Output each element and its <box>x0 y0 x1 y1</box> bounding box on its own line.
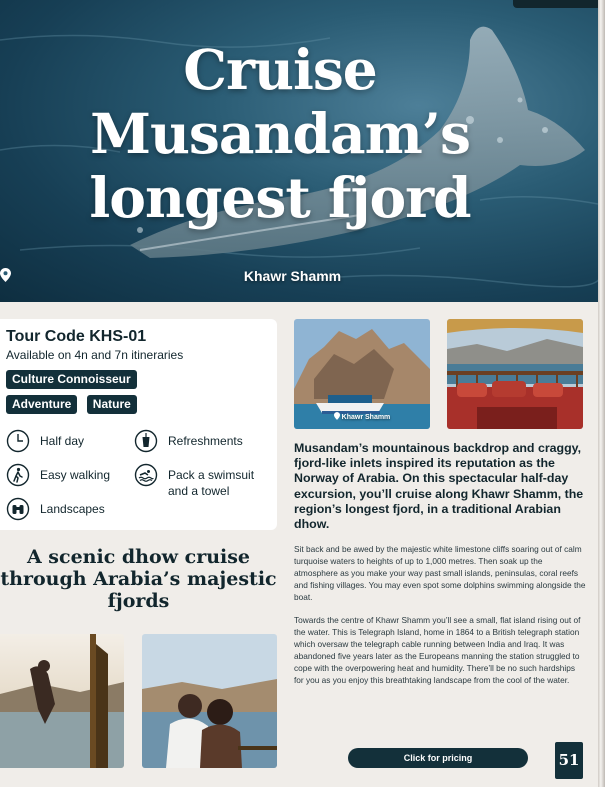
hero-title-line: Cruise <box>183 37 377 102</box>
hero-location <box>0 268 585 284</box>
feature-refreshments <box>134 429 243 453</box>
boat-cliffs-photo <box>294 319 430 429</box>
feature-label: Pack a swimsuit and a towel <box>168 468 255 498</box>
tour-code: Tour Code KHS-01 <box>6 328 147 345</box>
feature-swimsuit <box>134 463 264 499</box>
feature-landscapes <box>6 497 105 521</box>
dhow-deck-photo <box>447 319 583 429</box>
page-edge <box>598 0 605 787</box>
feature-easy-walking <box>6 463 110 487</box>
photo-caption-label: Khawr Shamm <box>341 414 391 421</box>
body-paragraph: Towards the centre of Khawr Shamm you’ll see a small, flat island rising out of the water. This is Telegraph Island, home in 1864 to a British telegraph station which oversaw the telegraph cable running between India and Iraq. It was abandoned five years later as the Europeans manning the station struggled to cope with the overpowering heat and humidity. There’ll be no such hardships for you as you enjoy this breathtaking landscape from the cool of the water. <box>294 615 581 685</box>
corner-tab <box>513 0 598 8</box>
couple-photo <box>142 634 277 768</box>
swimmer-icon <box>134 463 158 487</box>
tag-nature: Nature <box>87 395 137 414</box>
cup-icon <box>134 429 158 453</box>
clock-icon <box>6 429 30 453</box>
boat-jump-photo <box>0 634 124 768</box>
section-subhead: A scenic dhow cruise through Arabia’s majestic fjords <box>0 546 277 612</box>
pricing-button[interactable]: Click for pricing <box>348 748 528 768</box>
tag-culture-connoisseur: Culture Connoisseur <box>6 370 137 389</box>
boat-jump-image <box>0 634 124 768</box>
feature-label: Refreshments <box>168 434 243 448</box>
tag-adventure: Adventure <box>6 395 77 414</box>
hero-title-line: Musandam’s <box>90 101 470 166</box>
map-pin-icon <box>334 412 340 420</box>
binoculars-icon <box>6 497 30 521</box>
photo-caption <box>294 412 430 421</box>
tag-list <box>6 367 271 417</box>
hero-title-line: longest fjord <box>89 165 471 230</box>
map-pin-icon <box>0 268 11 282</box>
page-number: 51 <box>555 742 583 779</box>
couple-image <box>142 634 277 768</box>
feature-label: Landscapes <box>40 502 105 516</box>
feature-label: Easy walking <box>40 468 111 482</box>
tour-info-card <box>0 319 277 530</box>
availability-text: Available on 4n and 7n itineraries <box>6 348 184 362</box>
hero-title <box>0 38 560 230</box>
feature-half-day <box>6 429 84 453</box>
hiker-icon <box>6 463 30 487</box>
hero-location-label: Khawr Shamm <box>243 268 342 284</box>
lead-paragraph: Musandam’s mountainous backdrop and craggy, fjord-like inlets inspired its reputation as the Norway of Arabia. On this spectacular half-day excursion, you’ll cruise along Khawr Shamm, the region’s longest fjord, in a traditional Arabian dhow. <box>294 441 584 532</box>
dhow-deck-image <box>447 319 583 429</box>
hero-image <box>0 0 598 302</box>
feature-label: Half day <box>40 434 85 448</box>
body-paragraph: Sit back and be awed by the majestic white limestone cliffs soaring out of calm turquoise waters to heights of up to 1,000 metres. Then soak up the atmosphere as you make your way past small islands, peninsulas, coral reefs and fishing villages. You may even spot some dolphins swimming alongside the boat. <box>294 544 586 602</box>
